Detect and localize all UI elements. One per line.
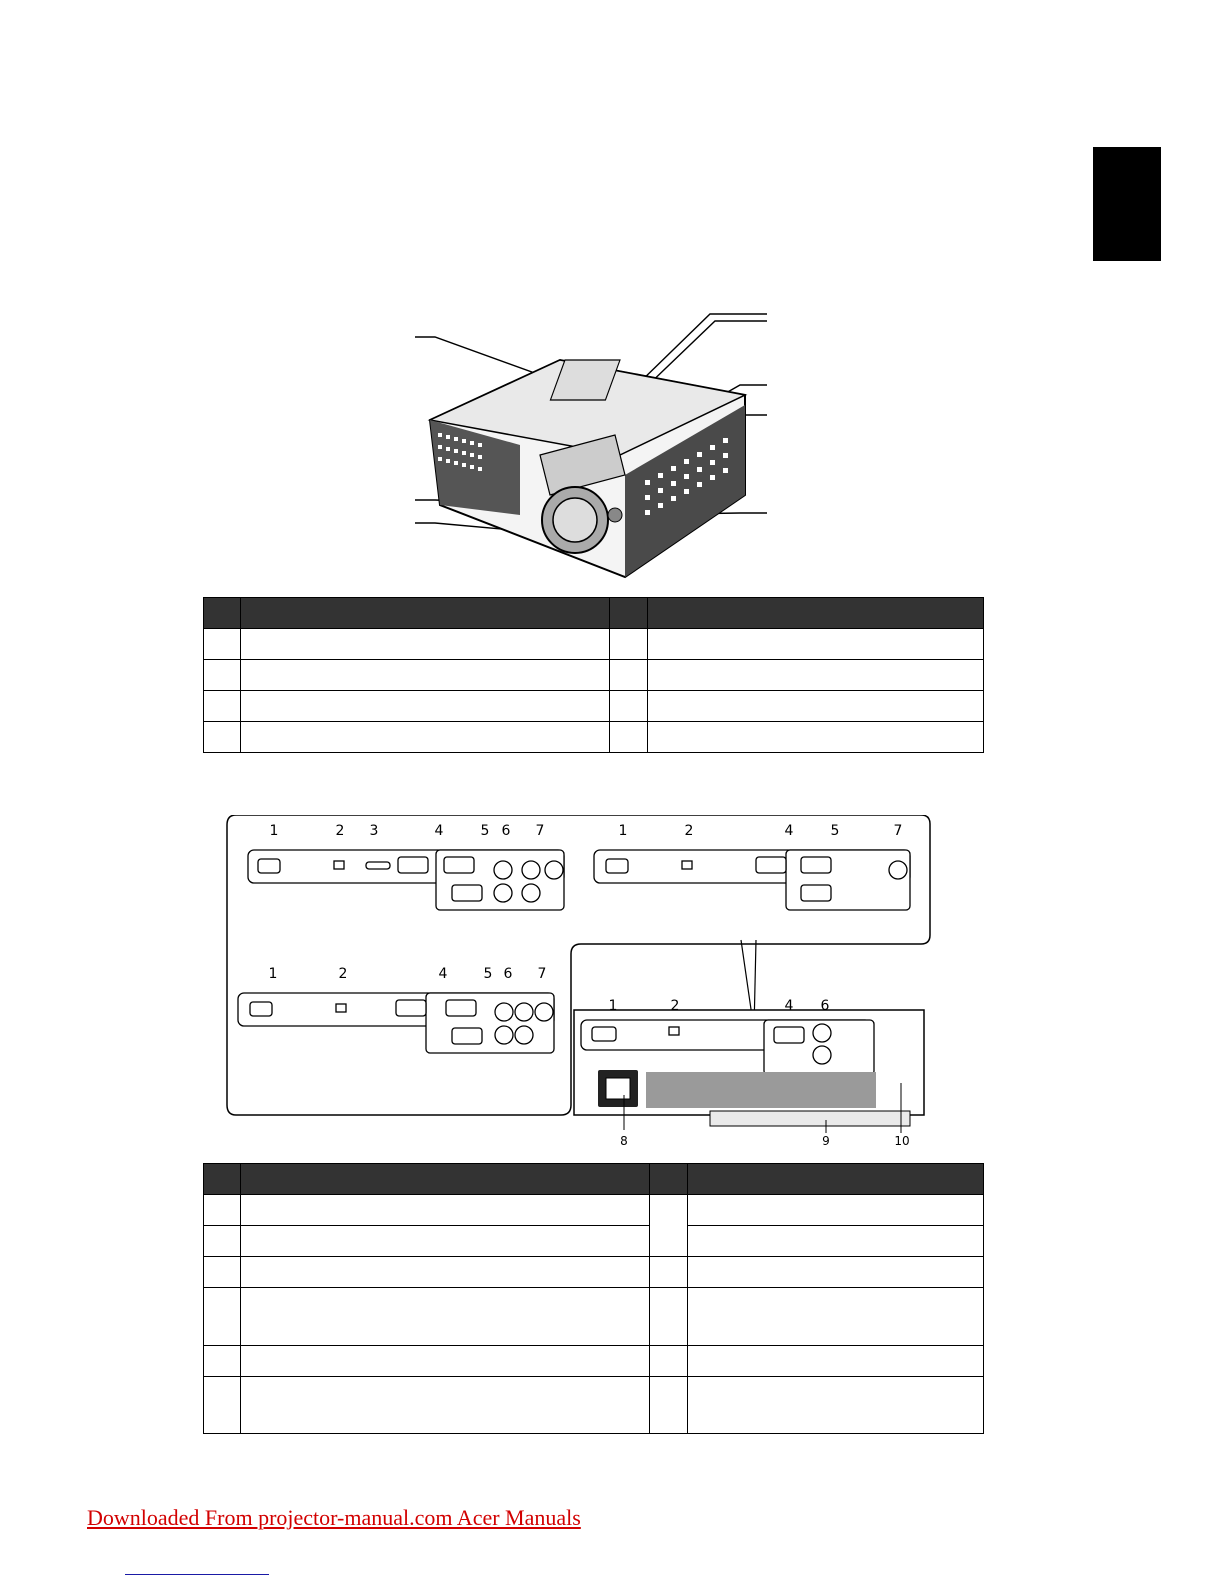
callout-number: 6 — [503, 966, 513, 982]
callout-number: 4 — [434, 823, 444, 839]
callout-number: 6 — [501, 823, 511, 839]
callout-number: 2 — [684, 823, 694, 839]
callout-number: 9 — [822, 1134, 830, 1148]
callout-number: 5 — [483, 966, 493, 982]
callout-number: 4 — [438, 966, 448, 982]
callout-number: 7 — [537, 966, 547, 982]
projector-front-illustration — [410, 305, 780, 585]
callout-number: 6 — [820, 998, 830, 1014]
callout-number: 1 — [269, 823, 279, 839]
callout-number: 2 — [335, 823, 345, 839]
callout-number: 2 — [670, 998, 680, 1014]
callout-number: 8 — [620, 1134, 628, 1148]
callout-number: 4 — [784, 823, 794, 839]
callout-number: 7 — [893, 823, 903, 839]
callout-number: 10 — [894, 1134, 910, 1148]
callout-number: 2 — [338, 966, 348, 982]
front-features-table — [203, 597, 984, 753]
language-tab-marker — [1093, 147, 1161, 261]
callout-number: 3 — [369, 823, 379, 839]
callout-number: 1 — [618, 823, 628, 839]
callout-number: 4 — [784, 998, 794, 1014]
callout-number: 1 — [608, 998, 618, 1014]
download-source-link[interactable]: Downloaded From projector-manual.com Acer Manuals — [87, 1505, 581, 1530]
callout-number: 5 — [480, 823, 490, 839]
footer-rule — [125, 1574, 269, 1575]
rear-connectors-table — [203, 1163, 984, 1434]
rear-panel-illustration — [226, 815, 936, 1155]
callout-number: 5 — [830, 823, 840, 839]
callout-number: 1 — [268, 966, 278, 982]
callout-number: 7 — [535, 823, 545, 839]
